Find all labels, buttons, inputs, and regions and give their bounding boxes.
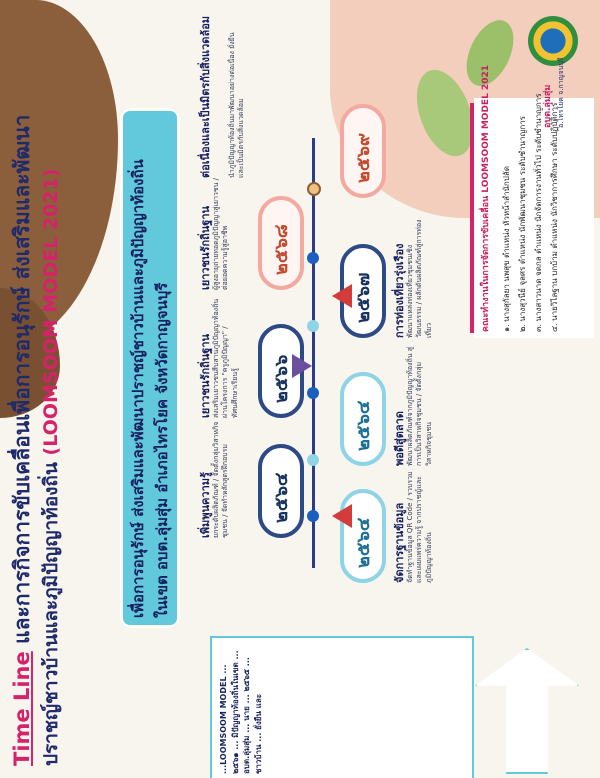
title-timeline-word: Time Line [10,651,34,766]
milestone-heading: เพิ่มพูนความรู้ [199,472,212,538]
milestone-year: ๒๕๖๔ [271,472,292,523]
subtitle-line1: เพื่อการอนุรักษ์ ส่งเสริมและพัฒนาปราชญ์ชาวบ้านและภูมิปัญญาท้องถิ่น [129,159,147,618]
poster-title-line2 [36,169,66,766]
org-logo-icon [528,16,578,66]
committee-member: ๔. นายวิไลฐาน บกบ้าม ตำแหน่ง นักวิชาการศึกษา ระดับปฏิบัติการ [550,102,559,332]
milestone-arrow-icon [332,284,352,308]
intro-arrow [475,648,579,774]
milestone-year: ๒๕๖๔ [353,517,374,568]
milestone-heading: จัดการฐานข้อมูล [393,502,406,583]
milestone-desc: ส่งเสริมเยาวชนสืบสานภูมิปัญญาท้องถิ่น ผ่านโครงการ "ครูภูมิปัญญา" / ทัศนศึกษาเรียนรู้ [212,298,239,418]
org-name: อบต.ลุ่มสุ่ม [543,84,553,128]
milestone-desc: พัฒนาผลิตภัณฑ์จากภูมิปัญญาท้องถิ่น สู่การเป็นวิสาหกิจชุมชน / จัดตั้งกลุ่มวิสาหกิจชุมชน [406,346,433,466]
title-text: และการกิจการขับเคลื่อนเพื่อการอนุรักษ์ ส่งเสริมและพัฒนา [10,114,34,652]
org-sub: อ.ไทรโยค จ.กาญจนบุรี [557,57,565,128]
timeline-dot [307,252,319,264]
intro-text: ...LOOMSOOM MODEL ... ๒๕๖๑ ... มิปัญญาท้องถิ่นในเขต ... อบต.ลุ่มสุ่ม ... นาย ... ๒๕๖๕ ... ชาวบ้าน ... ยั่งยืน และ [219,650,263,774]
timeline-dot [307,454,319,466]
milestone-year: ๒๕๖๘ [271,224,292,275]
timeline-dot [307,387,319,399]
committee-member: ๓. นางสาวนาด จดกล ตำแหน่ง นักจัดการงานทั่วไป ระดับชำนาญการ [534,93,543,332]
milestone-year: ๒๕๖๗ [353,272,374,323]
subtitle-line2: ในเขต อบต.ลุ่มสุ่ม อำเภอไทรโยค จังหวัดกาญจนบุรี [153,282,171,618]
milestone-heading: ต่อเนื่องและเป็นมิตรกับสิ่งแวดล้อม [199,15,212,178]
milestone-arrow-icon [292,354,312,378]
timeline-dot [307,320,319,332]
milestone-desc: ยกระดับผลิตภัณฑ์ / จัดตั้งกลุ่มวิสาหกิจชุมชน / จัดทำหลักสูตรฝึกอบรม [212,421,230,538]
timeline-axis [312,138,315,568]
milestone-year: ๒๕๖๔ [353,400,374,451]
milestone-desc: ผู้สูงอายุถ่ายทอดภูมิปัญญาสู่เยาวชน / ต่อยอดความรู้สู่อาชีพ [212,178,230,290]
title-model: (LOOMSOOM MODEL 2021) [40,168,62,456]
committee-member: ๒. นางสุวนีย์ จุลศร ตำแหน่ง นักพัฒนาชุมชน ระดับชำนาญการ [518,116,527,332]
milestone-heading: พอดีสู่ตลาด [393,411,406,466]
milestone-desc: พัฒนาแหล่งท่องเที่ยวชุมชนเชิงวัฒนธรรม / ผลักดันผลิตภัณฑ์สู่การท่องเที่ยว [406,219,433,338]
milestone-year: ๒๕๖๙ [353,132,374,183]
committee-member: ๑. นางสุกัลยา นพสุข ตำแหน่ง หัวหน้าสำนักปลัด [502,166,511,332]
title-text: ปราชญ์ชาวบ้านและภูมิปัญญาท้องถิ่น [40,455,62,766]
poster-title-line1 [6,115,39,766]
timeline-dot-end [307,182,321,196]
milestone-desc: นำภูมิปัญญาท้องถิ่นมาพัฒนาอย่างต่อเนื่อง ยั่งยืน และเป็นมิตรกับสิ่งแวดล้อม [228,32,246,178]
committee-title: คณะทำงานในการจัดการขับเคลื่อน LOOMSOOM MODEL 2021 [481,65,491,332]
milestone-arrow-icon [332,504,352,528]
milestone-desc: จัดทำฐานข้อมูล QR Code / รวบรวมและเผยแพร่ความรู้ จากปราชญ์และภูมิปัญญาท้องถิ่น [406,471,433,583]
timeline-dot [307,510,319,522]
milestone-heading: การท่องเที่ยวรุ่งเรือง [393,243,406,338]
milestone-year: ๒๕๖๖ [271,354,292,403]
milestone-heading: เยาวชนรักถิ่นฐาน [199,333,212,418]
milestone-heading: เยาวชนรักถิ่นฐาน [199,205,212,290]
